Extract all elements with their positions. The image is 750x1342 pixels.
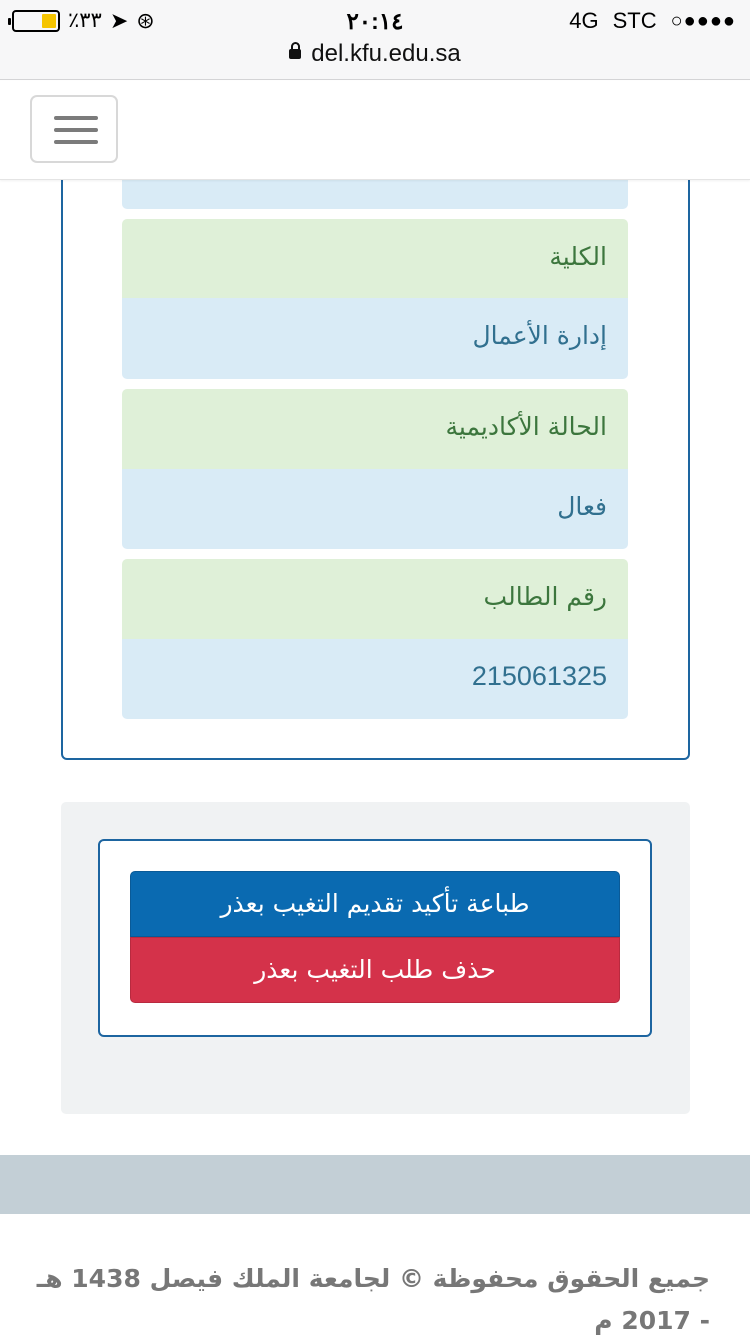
network-type: 4G bbox=[569, 8, 599, 33]
navbar bbox=[0, 81, 750, 180]
address-bar[interactable] bbox=[0, 40, 750, 68]
status-time: ٢٠:١٤ bbox=[346, 8, 404, 34]
info-value-college: إدارة الأعمال bbox=[122, 298, 628, 379]
hamburger-icon bbox=[54, 128, 98, 132]
hamburger-icon bbox=[54, 140, 98, 144]
hamburger-icon bbox=[54, 116, 98, 120]
battery-percent: ٪٣٣ bbox=[68, 9, 102, 32]
carrier-name: STC bbox=[612, 8, 657, 33]
lock-icon bbox=[289, 49, 301, 59]
info-value-academic-status: فعال bbox=[122, 469, 628, 549]
status-bar bbox=[0, 0, 750, 80]
menu-toggle-button[interactable] bbox=[30, 95, 118, 163]
footer-bar bbox=[0, 1155, 750, 1214]
info-label-college: الكلية bbox=[122, 219, 628, 298]
info-label-student-id: رقم الطالب bbox=[122, 559, 628, 639]
rotation-lock-icon: ⊛ bbox=[136, 7, 155, 33]
copyright-text: جميع الحقوق محفوظة © لجامعة الملك فيصل 1438 هـ - 2017 م bbox=[36, 1264, 710, 1335]
status-right bbox=[569, 8, 736, 34]
url-text: del.kfu.edu.sa bbox=[311, 40, 461, 67]
print-confirmation-button[interactable]: طباعة تأكيد تقديم التغيب بعذر bbox=[130, 871, 620, 937]
signal-strength-icon: ○●●●● bbox=[670, 9, 736, 32]
info-value-student-id: 215061325 bbox=[122, 639, 628, 719]
location-arrow-icon: ➤ bbox=[109, 7, 129, 33]
delete-request-button[interactable]: حذف طلب التغيب بعذر bbox=[130, 937, 620, 1003]
info-label-academic-status: الحالة الأكاديمية bbox=[122, 389, 628, 469]
